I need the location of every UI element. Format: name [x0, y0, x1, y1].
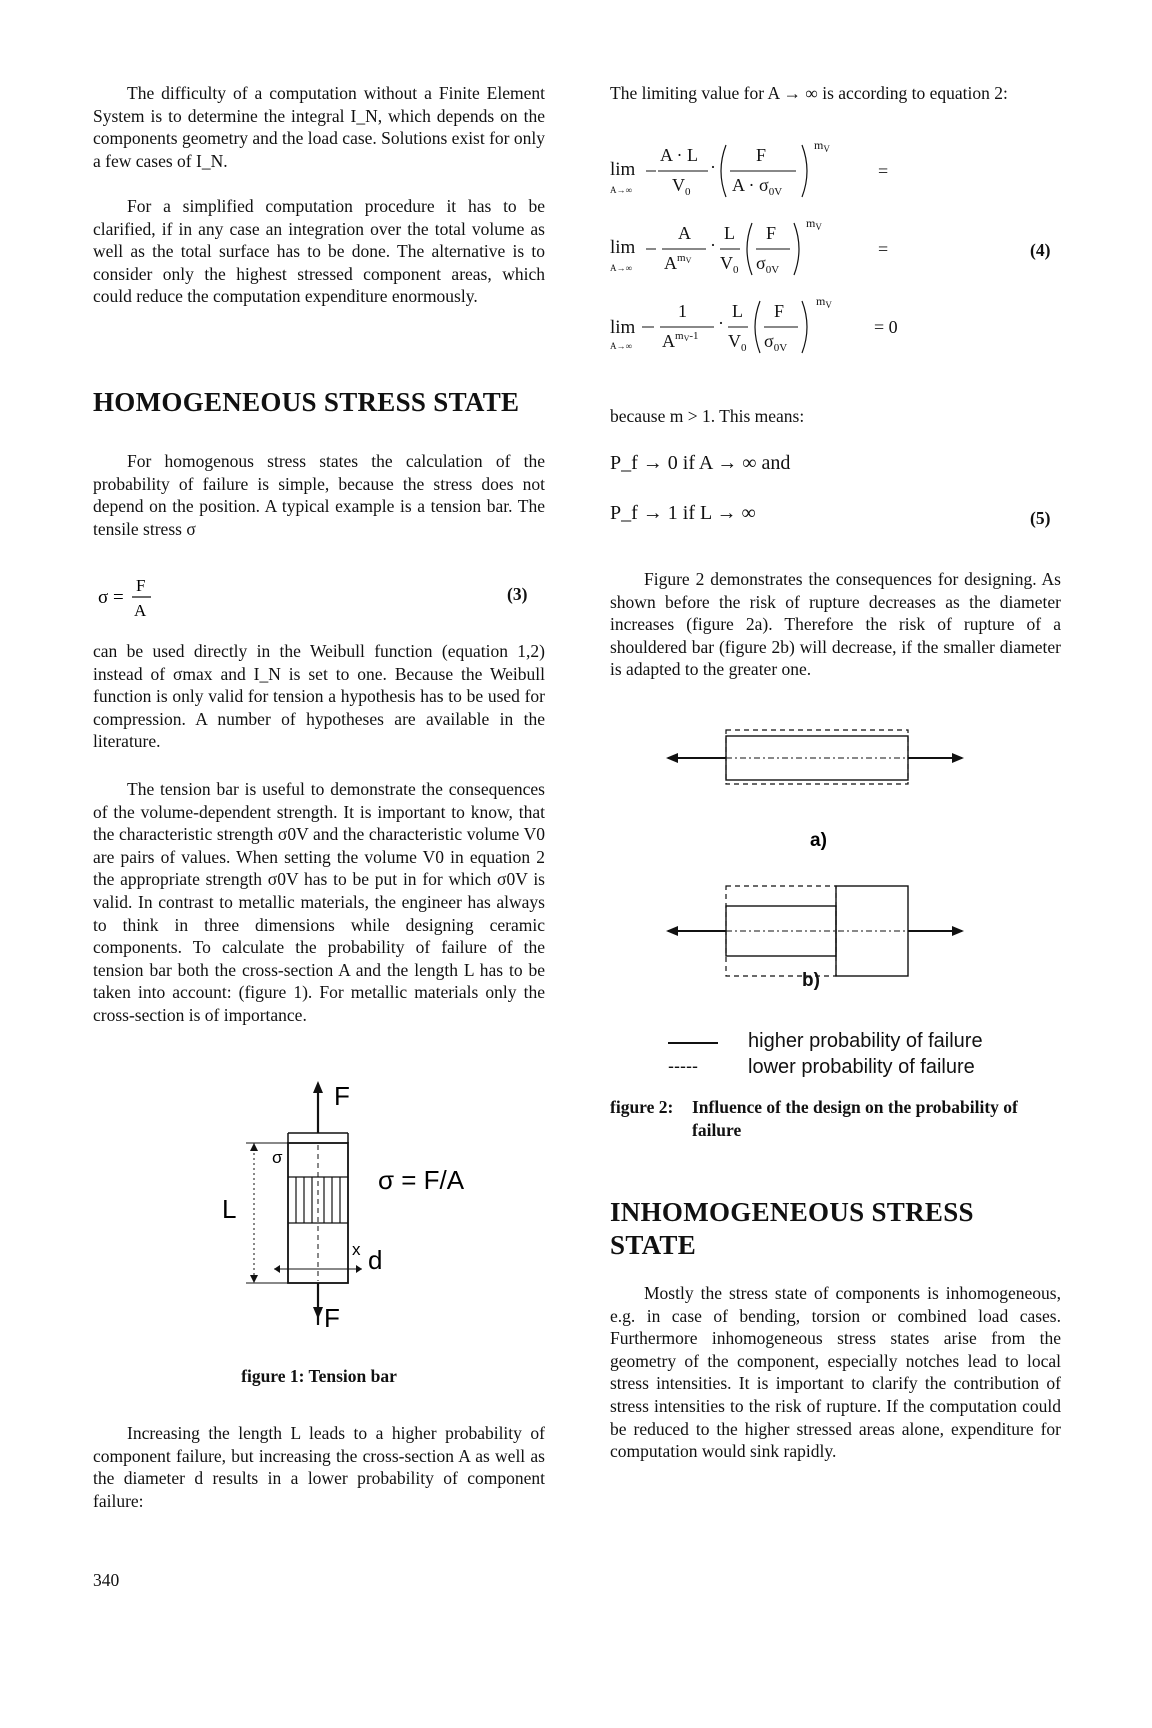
legend-solid-line: [668, 1042, 718, 1044]
equation-5-line-2: P_f → 1 if L → ∞: [610, 502, 756, 524]
svg-text:mV: $m_V$: [814, 138, 830, 154]
figure-1-label-x: x: [352, 1240, 361, 1259]
legend-item-dashed: [668, 1056, 1068, 1082]
heading-homogeneous: HOMOGENEOUS STRESS STATE: [93, 387, 520, 417]
svg-text:σ =: σ =: [98, 587, 124, 608]
svg-text:F: F: [136, 576, 146, 595]
svg-text:A · L: A · L: [660, 145, 698, 165]
paragraph-5: The tension bar is useful to demonstrate the consequences of the volume-dependent strength. It is important to know, that the characteristic strength σ0V and the characteristic volume V0 are pairs of values. When setting the volume V0 in equation 2 the appropriate strength σ0V has to be put in for which σ0V is valid. In contrast to metallic materials, the engineer has always to think in three dimensions while designing ceramic components. To calculate the probability of failure of the tension bar both the cross-section A and the length L has to be taken into account: (figure 1). For metallic materials only the cross-section is of importance.: [93, 779, 545, 1025]
legend-solid-label: higher probability of failure: [748, 1030, 983, 1052]
paragraph-simplified: [93, 195, 545, 308]
svg-text:A→∞: A→∞: [610, 185, 632, 195]
figure-2-caption-prefix: figure 2:: [610, 1097, 674, 1117]
equation-5-number: (5): [1030, 508, 1051, 528]
svg-text:L: L: [724, 223, 735, 243]
figure-1: [200, 1075, 520, 1335]
svg-text:lim: lim: [610, 317, 636, 338]
figure-2-caption-text: Influence of the design on the probability of failure: [692, 1097, 1018, 1140]
page-number: 340: [93, 1570, 120, 1590]
paragraph-2: For a simplified computation procedure it has to be clarified, if in any case an integration over the total volume as well as the total surface has to be done. The alternative is to consider only the highest stressed component areas, which could reduce the computation expenditure enormously.: [93, 196, 545, 307]
paragraph-inhom-text: Mostly the stress state of components is inhomogeneous, e.g. in case of bending, torsion or combined load cases. Furthermore inhomogeneous stress states arise from the geometry of the component, especially notches lead to local stress intensities. It is important to clarify the contribution of stress intensities to the risk of rupture. If the computation could be reduced to the higher stressed areas alone, expenditure for computation would sink rapidly.: [610, 1283, 1061, 1462]
figure-1-label-F-top: F: [334, 1081, 350, 1111]
svg-text:mV: $m_V$: [806, 216, 822, 232]
svg-text:F: F: [774, 301, 785, 321]
equation-4: [610, 135, 1061, 385]
figure-2-legend: [668, 1030, 1068, 1082]
paragraph-limit: The limiting value for A → ∞ is according to equation 2:: [610, 83, 1008, 103]
svg-text:σ0V: $\sigma_{0V}$: [764, 331, 788, 354]
figure-2-label-b: b): [802, 970, 820, 991]
svg-text:·: ·: [718, 313, 724, 333]
paragraph-length: [93, 1422, 545, 1512]
svg-text:·: ·: [710, 235, 716, 255]
figure-1-label-equation: σ = F/A: [378, 1165, 465, 1195]
paragraph-tension-bar: [93, 778, 545, 1027]
svg-text:AmV: $A^mV$: [664, 252, 692, 273]
figure-2-caption: [610, 1096, 1061, 1141]
paragraph-fig2-text: Figure 2 demonstrates the consequences for designing. As shown before the risk of rupture decreases as the diameter increases (figure 2a). Therefore the risk of rupture of a shouldered bar (figure 2b) will decrease, if the smaller diameter is adapted to the greater one.: [610, 569, 1061, 680]
paragraph-homogeneous: [93, 450, 545, 540]
svg-text:V0: $V_0$: [720, 253, 739, 276]
svg-text:A: A: [134, 601, 147, 620]
equation-3-number: (3): [507, 584, 528, 604]
figure-1-label-F-bottom: F: [324, 1303, 340, 1333]
paragraph-weibull: [93, 640, 545, 753]
equation-4-formula: [610, 135, 1061, 385]
svg-text:·: ·: [710, 157, 716, 177]
figure-1-label-d: d: [368, 1245, 383, 1275]
equation-5-line-1: P_f → 0 if A → ∞ and: [610, 452, 791, 474]
equation-4-number: (4): [1030, 240, 1051, 260]
paragraph-6: Increasing the length L leads to a higher probability of component failure, but increasing the cross-section A as well as the diameter d results in a lower probability of component failure:: [93, 1423, 545, 1511]
paragraph-inhomogeneous: [610, 1282, 1061, 1463]
legend-dashed-label: lower probability of failure: [748, 1056, 975, 1078]
figure-2: [650, 720, 980, 1000]
svg-text:A · σ0V: $A \cdot \sigma_{0V}$: [732, 175, 783, 198]
svg-text:F: F: [766, 223, 777, 243]
svg-text:= 0: = 0: [874, 317, 898, 337]
svg-text:A: A: [678, 223, 691, 243]
svg-text:lim: lim: [610, 159, 636, 180]
figure-2-label-a: a): [810, 830, 827, 851]
svg-text:A→∞: A→∞: [610, 263, 632, 273]
svg-text:=: =: [878, 161, 889, 181]
svg-text:V0: $V_0$: [672, 175, 691, 198]
paragraph-intro: [93, 82, 545, 172]
svg-text:mV: $m_V$: [816, 294, 832, 310]
svg-text:AmV-1: $A^mV-1$: [662, 330, 699, 351]
figure-1-label-L: L: [222, 1194, 237, 1224]
figure-1-caption: figure 1: Tension bar: [241, 1366, 397, 1386]
svg-text:=: =: [878, 239, 889, 259]
figure-1-diagram: [200, 1075, 520, 1335]
figure-2-diagram: [650, 720, 980, 1000]
heading-inhomogeneous: INHOMOGENEOUS STRESS STATE: [610, 1197, 974, 1260]
legend-item-solid: [668, 1030, 1068, 1056]
paragraph-figure-2: [610, 568, 1061, 681]
svg-text:σ0V: $\sigma_{0V}$: [756, 253, 780, 276]
figure-1-label-sigma: σ: [272, 1148, 283, 1167]
svg-text:V0: $V_0$: [728, 331, 747, 354]
legend-dashed-symbol: -----: [668, 1056, 698, 1076]
equation-3: [96, 572, 176, 627]
paragraph-3: For homogenous stress states the calculation of the probability of failure is simple, because the stress does not depend on the position. A typical example is a tension bar. The tensile stress σ: [93, 451, 545, 539]
equation-3-formula: [96, 572, 176, 622]
svg-text:1: 1: [678, 301, 687, 321]
svg-text:A→∞: A→∞: [610, 341, 632, 351]
paragraph-because: because m > 1. This means:: [610, 406, 805, 426]
paragraph-4: can be used directly in the Weibull function (equation 1,2) instead of σmax and I_N is set to one. Because the Weibull function is only valid for tension a hypothesis has to be used for compression. A number of hypotheses are available in the literature.: [93, 641, 545, 752]
paragraph-1: The difficulty of a computation without a Finite Element System is to determine the integral I_N, which depends on the components geometry and the load case. Solutions exist for only a few cases of I_N.: [93, 83, 545, 171]
svg-text:L: L: [732, 301, 743, 321]
paragraph-limit-intro: [610, 82, 1061, 105]
svg-text:lim: lim: [610, 237, 636, 258]
svg-text:F: F: [756, 145, 767, 165]
